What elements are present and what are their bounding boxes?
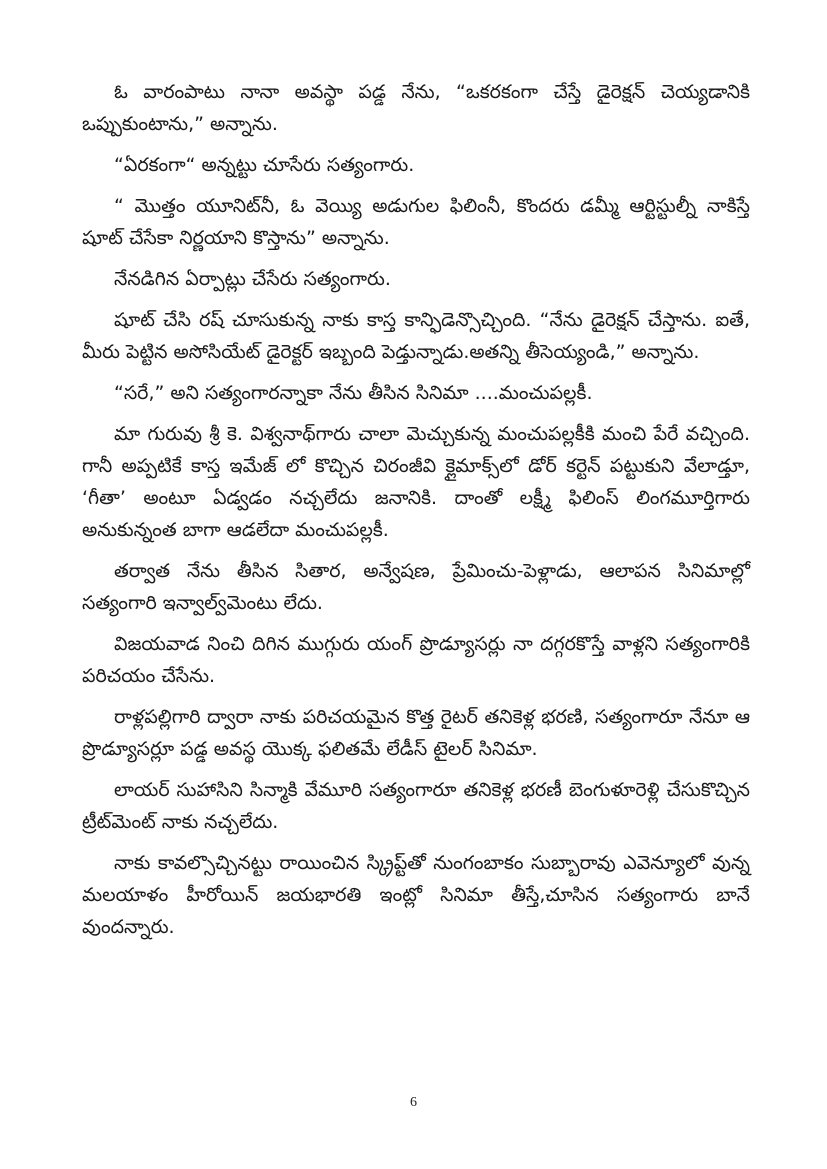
paragraph: “సరే,” అని సత్యంగారన్నాకా నేను తీసిన సినిమా ....మంచుపల్లకీ.: [114, 382, 593, 404]
paragraph: రాళ్లపల్లిగారి ద్వారా నాకు పరిచయమైన కొత్త రైటర్ తనికెళ్ల భరణి, సత్యంగారూ నేనూ ఆ ప్రొడ్యూసర్లూ పడ్డ అవస్థ యొక్క ఫలితమే లేడీస్ టైలర్ సినిమా.: [82, 706, 750, 760]
paragraph: షూట్ చేసి రష్ చూసుకున్న నాకు కాస్త కాన్ఫిడెన్సొచ్చింది. “నేను డైరెక్షన్ చేస్తాను. ఐతే, మీరు పెట్టిన అసోసియేట్ డైరెక్టర్ ఇబ్బంది పెడ్తున్నాడు.అతన్ని తీసెయ్యండి,” అన్నాను.: [82, 309, 750, 363]
paragraph: తర్వాత నేను తీసిన సితార, అన్వేషణ, ప్రేమించు-పెళ్లాడు, ఆలాపన సినిమాల్లో సత్యంగారి ఇన్వాల్వ్‌మెంటు లేదు.: [82, 560, 750, 614]
page-number: 6: [410, 1095, 417, 1110]
paragraph: విజయవాడ నించి దిగిన ముగ్గురు యంగ్ ప్రొడ్యూసర్లు నా దగ్గరకొస్తే వాళ్లని సత్యంగారికి పరిచయం చేసేను.: [82, 633, 750, 687]
body-text: [82, 76, 750, 952]
paragraph: నాకు కావల్సొచ్చినట్టు రాయించిన స్క్రిప్ట్‌తో నుంగంబాకం సుబ్బారావు ఎవెన్యూలో వున్న మలయాళం హీరోయిన్ జయభారతి ఇంట్లో సినిమా తీస్తే,చూసిన సత్యంగారు బానే వుందన్నారు.: [82, 852, 750, 938]
paragraph: ఓ వారంపాటు నానా అవస్థా పడ్డ నేను, “ఒకరకంగా చేస్తే డైరెక్షన్ చెయ్యడానికి ఒప్పుకుంటాను,” అన్నాను.: [82, 81, 750, 135]
paragraph: మా గురువు శ్రీ కె. విశ్వనాథ్‌గారు చాలా మెచ్చుకున్న మంచుపల్లకీకి మంచి పేరే వచ్చింది. గానీ అప్పటికే కాస్త ఇమేజ్ లో కొచ్చిన చిరంజీవి క్లైమాక్స్‌లో డోర్ కర్టెన్ పట్టుకుని వేలాడ్తూ, ‘గీతా’ అంటూ ఏడ్వడం నచ్చలేదు జనానికి. దాంతో లక్ష్మీ ఫిలింస్ లింగమూర్తిగారు అనుకున్నంత బాగా ఆడలేదా మంచుపల్లకీ.: [82, 423, 750, 541]
paragraph: నేనడిగిన ఏర్పాట్లు చేసేరు సత్యంగారు.: [114, 268, 391, 290]
paragraph: లాయర్ సుహాసిని సిన్మాకి వేమూరి సత్యంగారూ తనికెళ్ల భరణీ బెంగుళూరెళ్లి చేసుకొచ్చిన ట్రీట్‌మెంట్ నాకు నచ్చలేదు.: [82, 779, 750, 833]
paragraph: “ఏరకంగా“ అన్నట్టు చూసేరు సత్యంగారు.: [114, 154, 415, 176]
paragraph: “ మొత్తం యూనిట్‌నీ, ఓ వెయ్యి అడుగుల ఫిలింనీ, కొందరు డమ్మీ ఆర్టిస్టుల్నీ నాకిస్తే షూట్ చేసేకా నిర్ణయాని కొస్తాను” అన్నాను.: [82, 195, 750, 249]
